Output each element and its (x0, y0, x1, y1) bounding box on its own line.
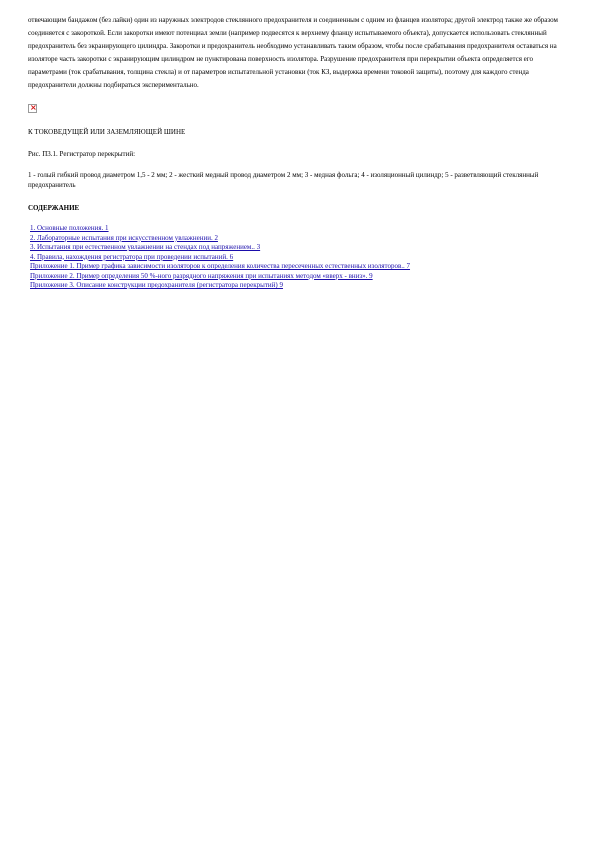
intro-paragraph: отвечающим бандажом (без лайки) один из наружных электродов стеклянного предохранителя и соединенным с одним из фланцев изолятора; другой электрод также же образом соединяется с закороткой. Если закоротки имеют потенциал земли (например подвесятся к верхнему фланцу испытываемого объекта), допускается использовать стеклянный предохранитель без экранирующего цилиндра. Закоротки и предохранитель необходимо устанавливать таким образом, чтобы после срабатывания предохранителя оставаться на изоляторе часть закоротки с экранирующим цилиндром не пунктирована поверхность изолятора. Разрушение предохранителя при перекрытии объекта определяется его параметрами (ток срабатывания, толщина стекла) и от параметров испытательной установки (ток КЗ, выдержка времени токовой защиты), поэтому для каждого стенда предохранители должны подбираться экспериментально. (28, 16, 558, 89)
broken-image-glyph: × (30, 103, 37, 112)
toc-link-appendix-1[interactable]: Приложение 1. Пример графика зависимости изоляторов к определения количества пересеченных естественных изоляторов.. 7 (30, 262, 411, 270)
toc-link-appendix-2[interactable]: Приложение 2. Пример определения 50 %-ного разрядного напряжения при испытаниях методом «вверх - вниз». 9 (30, 271, 373, 280)
toc-link-appendix-3[interactable]: Приложение 3. Описание конструкции предохранителя (регистратора перекрытий) 9 (30, 281, 283, 289)
toc-link-section-4[interactable]: 4. Правила, нахождения регистратора при проведении испытаний. 6 (30, 252, 234, 261)
figure-top-caption: К ТОКОВЕДУЩЕЙ ИЛИ ЗАЗЕМЛЯЮЩЕЙ ШИНЕ (28, 128, 186, 136)
toc-item (30, 272, 568, 282)
toc-link-section-1[interactable]: 1. Основные положения. 1 (30, 224, 109, 232)
toc-link-section-2[interactable]: 2. Лабораторные испытания при искусственном увлажнении. 2 (30, 233, 218, 242)
toc-item (30, 253, 568, 263)
toc-heading: СОДЕРЖАНИЕ (28, 204, 80, 212)
toc-item (30, 281, 568, 291)
toc-item (30, 262, 568, 272)
table-of-contents (30, 224, 568, 291)
toc-item (30, 224, 568, 234)
figure-legend: 1 - голый гибкий провод диаметром 1,5 - 2 мм; 2 - жесткий медный провод диаметром 2 мм; 3 - медная фольга; 4 - изоляционный цилиндр; 5 - разветвляющий стеклянный предохранитель (28, 171, 539, 189)
figure-title: Рис. П3.1. Регистратор перекрытий: (28, 150, 136, 158)
toc-item (30, 234, 568, 244)
toc-item (30, 243, 568, 253)
toc-link-section-3[interactable]: 3. Испытания при естественном увлажнении на стендах под напряжением.. 3 (30, 243, 261, 251)
document-page (28, 14, 568, 291)
broken-image-icon (28, 104, 37, 113)
